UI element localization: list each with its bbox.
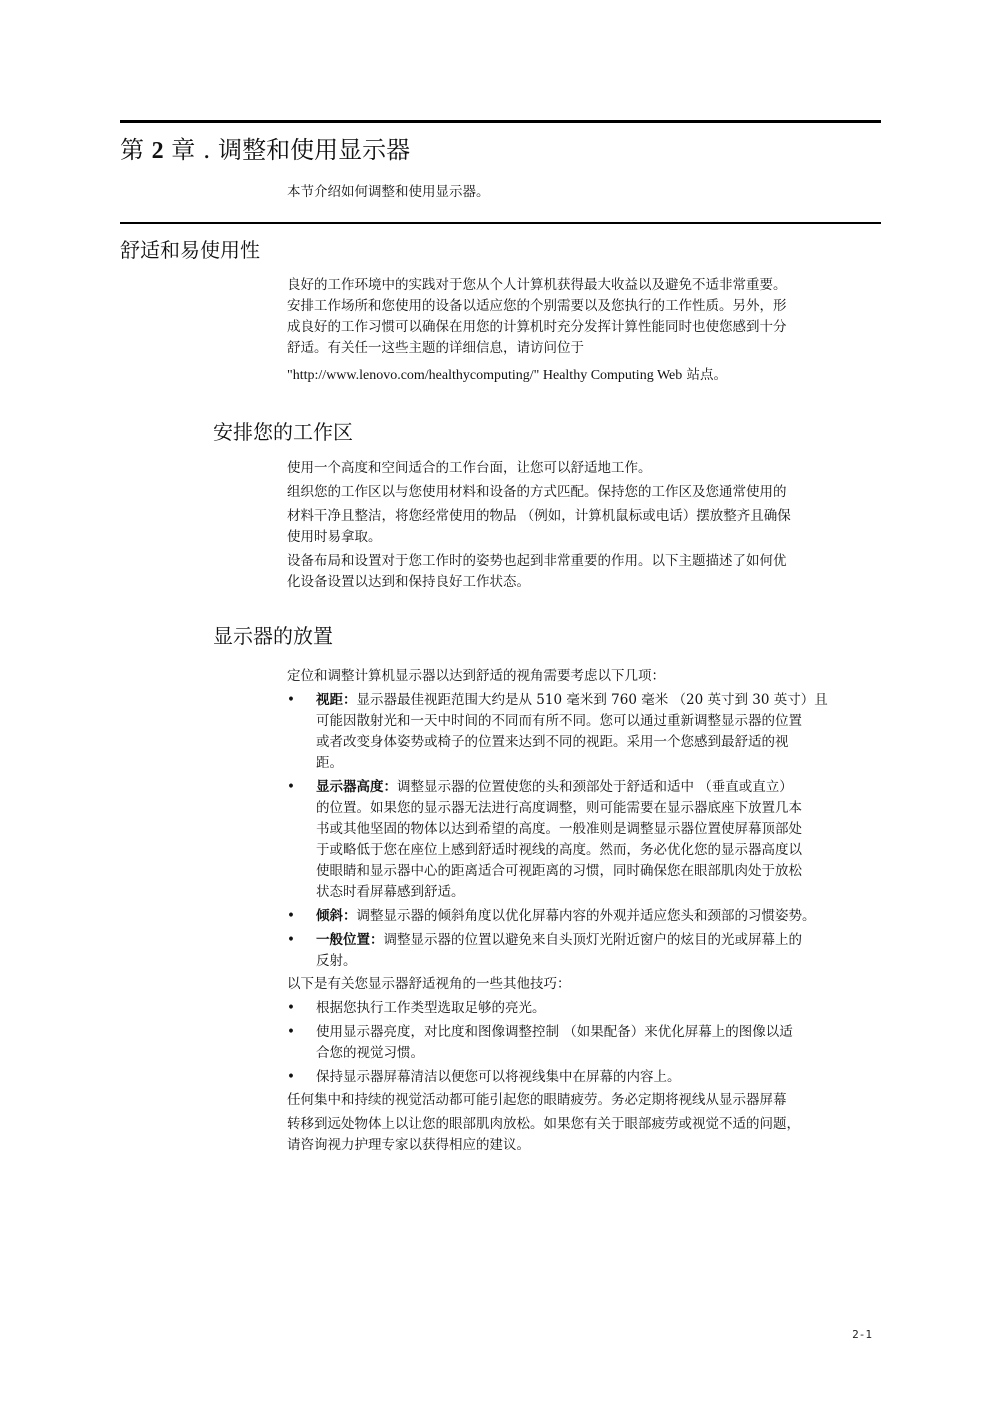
text-line: 调整显示器的倾斜角度以优化屏幕内容的外观并适应您头和颈部的习惯姿势。: [356, 908, 816, 924]
comfort-line: 安排工作场所和您使用的设备以适应您的个别需要以及您执行的工作性质。另外，形: [287, 298, 787, 314]
comfort-line: 良好的工作环境中的实践对于您从个人计算机获得最大收益以及避免不适非常重要。: [287, 277, 787, 293]
comfort-line: 舒适。有关任一这些主题的详细信息，请访问位于: [287, 340, 584, 356]
bullet-label: 显示器高度：: [316, 779, 397, 795]
text-line: 组织您的工作区以与您使用材料和设备的方式匹配。保持您的工作区及您通常使用的: [287, 484, 787, 500]
closing-paragraph: [287, 1090, 897, 1156]
text-line: 使用一个高度和空间适合的工作台面，让您可以舒适地工作。: [287, 460, 652, 476]
text-line: 使用时易拿取。: [287, 529, 382, 545]
list-item: [287, 998, 897, 1019]
monitor-intro: 定位和调整计算机显示器以达到舒适的视角需要考虑以下几项：: [287, 668, 665, 684]
text-line: 调整显示器的位置以避免来自头顶灯光附近窗户的炫目的光或屏幕上的: [383, 932, 802, 948]
list-item: [287, 930, 897, 972]
text-line: 反射。: [316, 953, 357, 969]
bullet-label: 倾斜：: [316, 908, 357, 924]
text-line: 转移到远处物体上以让您的眼部肌肉放松。如果您有关于眼部疲劳或视觉不适的问题，: [287, 1116, 800, 1132]
healthy-computing-link-tail: 站点。: [682, 367, 728, 383]
text-line: 合您的视觉习惯。: [316, 1045, 424, 1061]
monitor-considerations-list: [287, 690, 897, 972]
workarea-body: [287, 458, 897, 593]
text-line: • 保持显示器屏幕清洁以便您可以将视线集中在屏幕的内容上。: [316, 1069, 681, 1085]
chapter-prefix: 第: [120, 136, 144, 164]
text-line: 化设备设置以达到和保持良好工作状态。: [287, 574, 530, 590]
chapter-top-rule: [120, 120, 881, 123]
text-line: 或者改变身体姿势或椅子的位置来达到不同的视距。采用一个您感到最舒适的视: [316, 734, 789, 750]
workarea-paragraph-3: [287, 551, 897, 593]
chapter-title: [120, 134, 410, 167]
text-line: 于或略低于您在座位上感到舒适时视线的高度。然而，务必优化您的显示器高度以: [316, 842, 802, 858]
comfort-paragraph: [287, 275, 897, 386]
list-item: [287, 1067, 897, 1088]
text-line: 显示器最佳视距范围大约是从 510 毫米到 760 毫米 （20 英寸到 30 英寸）且: [356, 692, 828, 708]
text-line: 距。: [316, 755, 343, 771]
page-number: 2-1: [852, 1328, 872, 1341]
monitor-heading: 显示器的放置: [213, 624, 333, 648]
text-line: 材料干净且整洁，将您经常使用的物品 （例如，计算机鼠标或电话）摆放整齐且确保: [287, 508, 791, 524]
text-line: 状态时看屏幕感到舒适。: [316, 884, 465, 900]
comfort-line: 成良好的工作习惯可以确保在用您的计算机时充分发挥计算性能同时也使您感到十分: [287, 319, 787, 335]
text-line: 书或其他坚固的物体以达到希望的高度。一般准则是调整显示器位置使屏幕顶部处: [316, 821, 802, 837]
text-line: 使眼睛和显示器中心的距离适合可视距离的习惯，同时确保您在眼部肌肉处于放松: [316, 863, 802, 879]
text-line: 请咨询视力护理专家以获得相应的建议。: [287, 1137, 530, 1153]
tips-intro: 以下是有关您显示器舒适视角的一些其他技巧：: [287, 976, 571, 992]
text-line: 可能因散射光和一天中时间的不同而有所不同。您可以通过重新调整显示器的位置: [316, 713, 802, 729]
healthy-computing-link[interactable]: "http://www.lenovo.com/healthycomputing/" Healthy Computing Web: [287, 368, 683, 383]
text-line: 的位置。如果您的显示器无法进行高度调整，则可能需要在显示器底座下放置几本: [316, 800, 802, 816]
section-rule: [120, 222, 881, 224]
text-line: 任何集中和持续的视觉活动都可能引起您的眼睛疲劳。务必定期将视线从显示器屏幕: [287, 1092, 787, 1108]
list-item: [287, 906, 897, 927]
chapter-title-text: 章 . 调整和使用显示器: [171, 136, 411, 164]
text-line: 设备布局和设置对于您工作时的姿势也起到非常重要的作用。以下主题描述了如何优: [287, 553, 787, 569]
chapter-number: 2: [151, 138, 164, 164]
chapter-intro: 本节介绍如何调整和使用显示器。: [287, 184, 490, 200]
healthy-computing-link-line: [287, 365, 897, 386]
workarea-paragraph-1: [287, 458, 897, 479]
text-line: • 使用显示器亮度，对比度和图像调整控制 （如果配备）来优化屏幕上的图像以适: [316, 1024, 793, 1040]
text-line: 调整显示器的位置使您的头和颈部处于舒适和适中 （垂直或直立）: [397, 779, 793, 795]
workarea-paragraph-2: [287, 482, 897, 548]
bullet-label: 一般位置：: [316, 932, 384, 948]
monitor-body: [287, 666, 897, 1156]
text-line: • 根据您执行工作类型选取足够的亮光。: [316, 1000, 546, 1016]
list-item: [287, 1022, 897, 1064]
bullet-label: 视距：: [316, 692, 357, 708]
list-item: [287, 690, 897, 774]
comfort-heading: 舒适和易使用性: [120, 238, 260, 262]
list-item: [287, 777, 897, 903]
workarea-heading: 安排您的工作区: [213, 420, 353, 444]
tips-list: [287, 998, 897, 1088]
